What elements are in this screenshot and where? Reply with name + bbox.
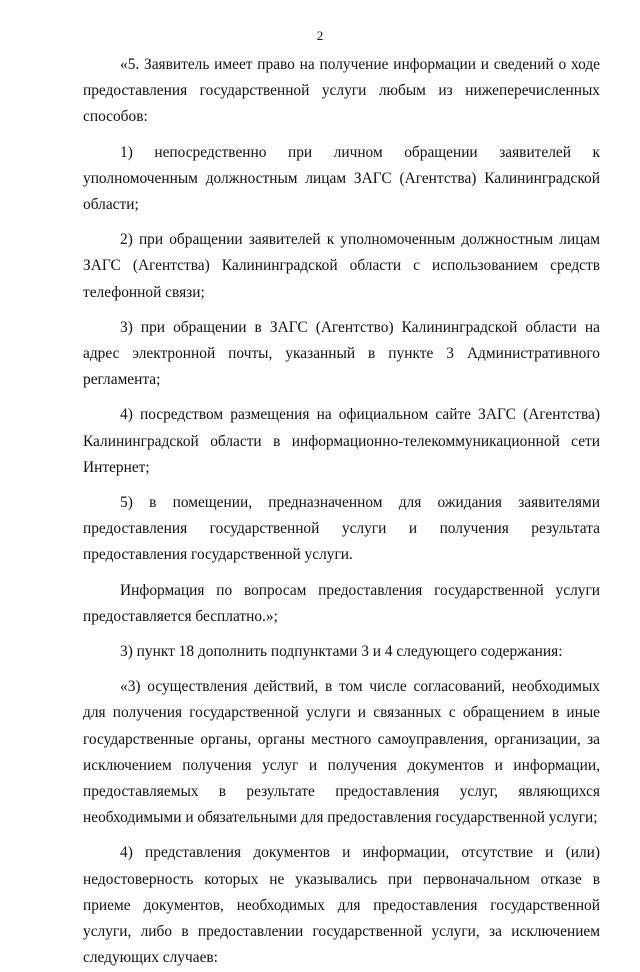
paragraph-point-18: 3) пункт 18 дополнить подпунктами 3 и 4 следующего содержания: — [120, 643, 563, 661]
paragraph-item-5-intro: «5. Заявитель имеет право на получение информации и сведений о ходе предоставления государственной услуги любым из нижеперечисленных способов: — [83, 56, 600, 126]
paragraph-free-info: Информация по вопросам предоставления государственной услуги предоставляется бесплатно.»; — [83, 581, 600, 625]
paragraph-subpoint-3: «3) осуществления действий, в том числе согласований, необходимых для получения государственной услуги и связанных с обращением в иные государственные органы, органы местного самоуправления, организации, за исключением получения услуг и получения документов и информации, предоставляемых в результате предоставления услуг, являющихся необходимыми и обязательными для предоставления государственной услуги; — [83, 678, 600, 827]
document-body — [83, 52, 600, 972]
paragraph-subpoint-4: 4) представления документов и информации, отсутствие и (или) недостоверность которых не указывались при первоначальном отказе в приеме документов, необходимых для предоставления государственной услуги, либо в предоставлении государственной услуги, за исключением следующих случаев: — [83, 844, 600, 967]
paragraph-method-5: 5) в помещении, предназначенном для ожидания заявителями предоставления государственной услуги и получения результата предоставления государственной услуги. — [83, 494, 600, 564]
paragraph-method-3: 3) при обращении в ЗАГС (Агентство) Калининградской области на адрес электронной почты, указанный в пункте 3 Административного регламента; — [83, 318, 600, 389]
paragraph-method-4: 4) посредством размещения на официальном сайте ЗАГС (Агентства) Калининградской области в информационно-телекоммуникационной сети Интернет; — [83, 406, 600, 476]
paragraph-method-1: 1) непосредственно при личном обращении заявителей к уполномоченным должностным лицам ЗАГС (Агентства) Калининградской области; — [83, 143, 600, 214]
paragraph-method-2: 2) при обращении заявителей к уполномоченным должностным лицам ЗАГС (Агентства) Калининградской области с использованием средств телефонной связи; — [83, 231, 600, 301]
page-number: 2 — [316, 28, 324, 43]
